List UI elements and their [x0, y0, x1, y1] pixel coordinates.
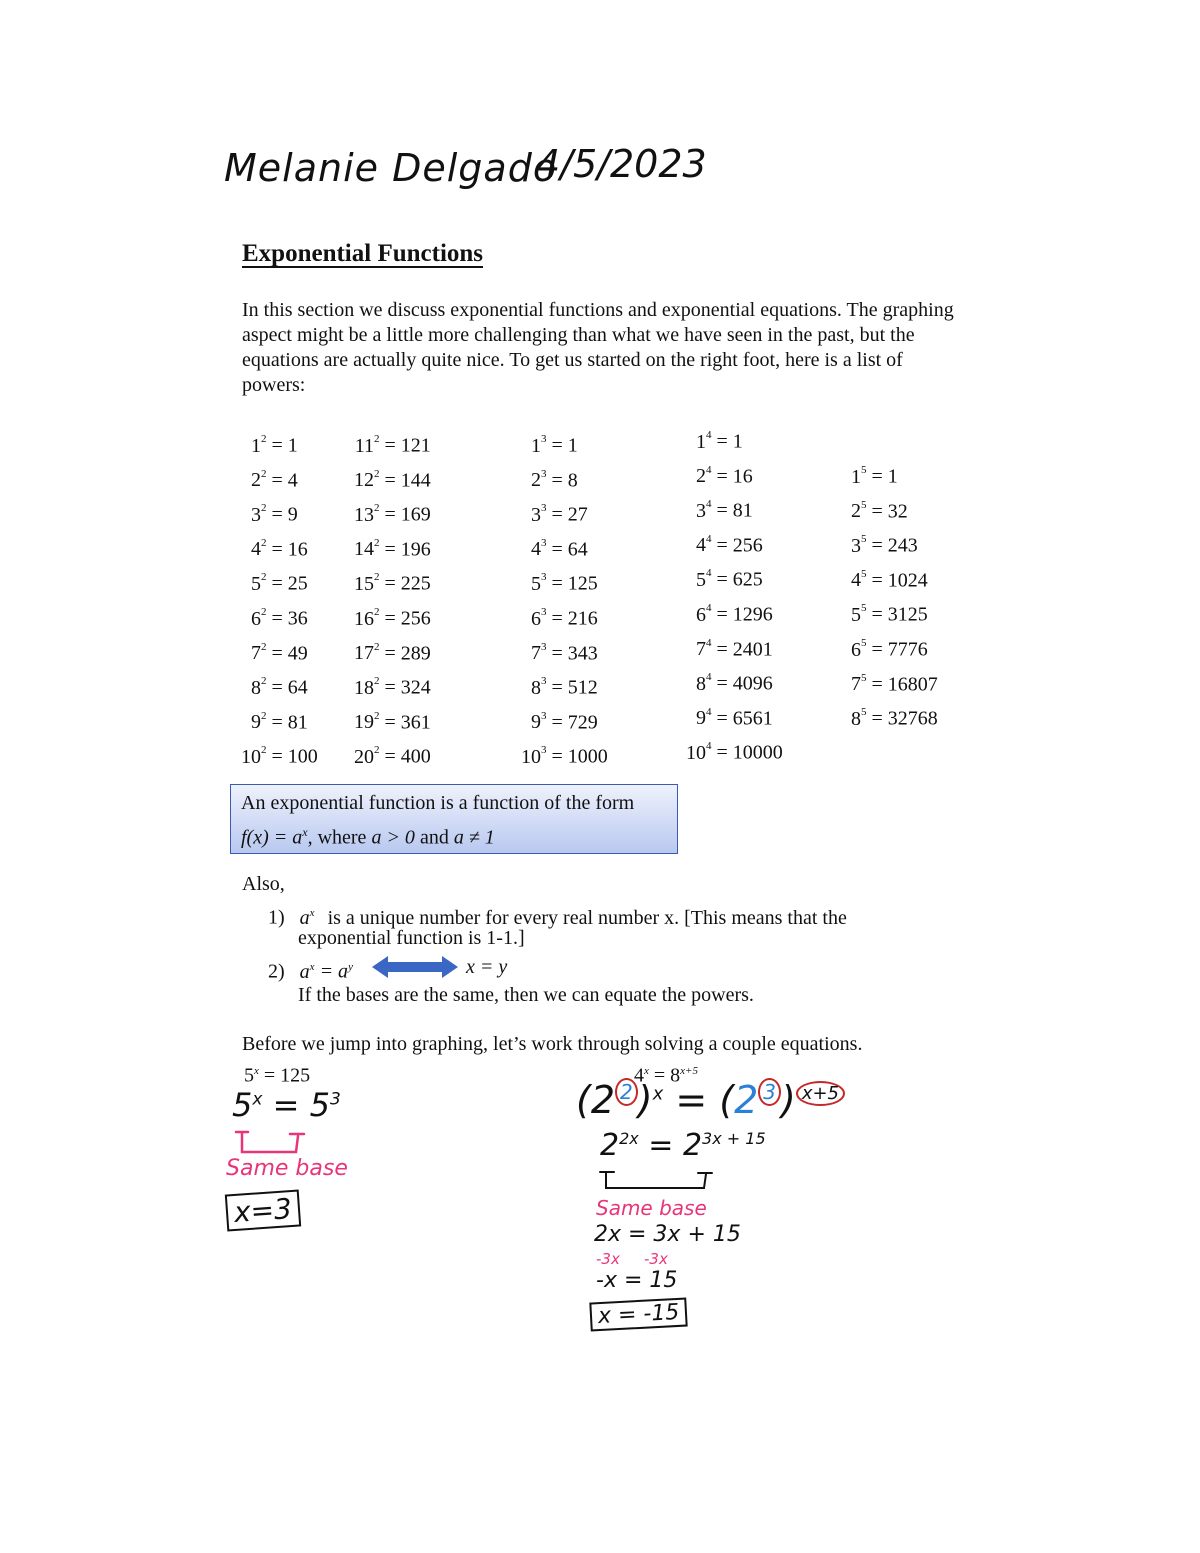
power-value: = 289: [379, 642, 431, 665]
ex2-problem-exponent-2: x+5: [680, 1065, 698, 1077]
power-exponent: 5: [861, 706, 867, 719]
power-base: 19: [354, 711, 374, 734]
power-exponent: 2: [261, 433, 267, 445]
power-exponent: 2: [261, 536, 267, 549]
power-base: 7: [531, 642, 541, 665]
power-base: 11: [354, 434, 374, 457]
power-entry: [685, 662, 783, 697]
power-base: 9: [531, 711, 541, 734]
power-exponent: 2: [374, 467, 380, 480]
ex2-problem-base: 4: [634, 1064, 644, 1087]
ex1-step-1: [232, 1086, 341, 1124]
power-base: 10: [521, 746, 541, 768]
power-value: = 324: [379, 676, 431, 699]
ex2-step2-right: = 2: [638, 1128, 703, 1163]
power-entry: [353, 701, 431, 736]
power-value: = 16: [266, 538, 308, 561]
power-base: 10: [241, 746, 261, 768]
power-entry: [240, 701, 318, 736]
power-base: 8: [531, 676, 541, 699]
ex1-bracket-mark: [232, 1128, 312, 1158]
intro-paragraph: In this section we discuss exponential functions and exponential equations. The graphing aspect might be a little more challenging than what we have seen in the past, but the equations are actually quite nice. To get us started on the right foot, here is a list of powers:: [242, 299, 954, 396]
power-value: = 81: [266, 711, 308, 734]
power-entry: [850, 559, 938, 594]
power-value: = 2401: [711, 638, 773, 661]
power-entry: [685, 524, 783, 559]
power-base: 1: [251, 434, 261, 457]
power-exponent: 5: [861, 602, 867, 615]
power-base: 2: [851, 500, 861, 523]
definition-box: [230, 784, 678, 854]
power-entry: [685, 420, 783, 455]
power-base: 2: [696, 465, 706, 488]
power-entry: [240, 562, 318, 597]
power-entry: [240, 459, 318, 494]
power-entry: [520, 632, 608, 667]
power-exponent: 2: [374, 571, 380, 584]
power-exponent: 3: [541, 709, 547, 722]
power-base: 5: [531, 573, 541, 596]
ex2-step-5: -x = 15: [596, 1268, 678, 1293]
power-entry: [240, 597, 318, 632]
power-base: 8: [851, 707, 861, 730]
fourth-powers-column: [685, 420, 783, 766]
power-entry: [850, 628, 938, 663]
definition-formula-exponent: x: [302, 825, 308, 839]
power-value: = 1: [711, 430, 743, 453]
power-exponent: 3: [541, 536, 547, 549]
power-exponent: 2: [261, 605, 267, 618]
power-exponent: 4: [706, 601, 712, 614]
power-entry: [240, 424, 318, 459]
power-entry: [850, 490, 938, 525]
power-exponent: 3: [541, 675, 547, 688]
ex2-step-4a: -3x: [596, 1250, 620, 1268]
definition-line-1: An exponential function is a function of the form: [241, 792, 635, 814]
power-exponent: 4: [706, 429, 712, 441]
item-2-result: x = y: [466, 956, 508, 978]
power-entry: [520, 493, 608, 528]
power-base: 7: [696, 638, 706, 661]
power-value: = 1296: [711, 603, 773, 626]
definition-where: , where: [307, 826, 367, 849]
power-exponent: 3: [541, 502, 547, 515]
header-date: 4/5/2023: [536, 142, 707, 186]
power-value: = 1: [866, 465, 898, 488]
power-base: 2: [251, 469, 261, 492]
ex2-step-1: [576, 1078, 845, 1122]
power-value: = 4096: [711, 672, 773, 695]
item-1-number: 1): [268, 906, 285, 929]
item-2-number: 2): [268, 960, 285, 983]
ex2-step-3: 2x = 3x + 15: [594, 1222, 741, 1247]
ex1-note: Same base: [226, 1156, 348, 1181]
power-exponent: 3: [541, 467, 547, 480]
power-value: = 361: [379, 711, 431, 734]
ex1-step-left-exp: x: [252, 1089, 263, 1110]
student-name: Melanie Delgado: [224, 146, 558, 190]
power-base: 3: [696, 499, 706, 522]
ex2-note: Same base: [596, 1196, 707, 1220]
power-entry: [850, 697, 938, 732]
power-exponent: 5: [861, 567, 867, 580]
power-base: 9: [251, 711, 261, 734]
power-value: = 3125: [866, 604, 928, 627]
power-value: = 512: [546, 676, 598, 699]
example-1-problem: [244, 1059, 310, 1089]
power-value: = 25: [266, 573, 308, 596]
ex1-problem-rest: = 125: [258, 1064, 311, 1087]
power-value: = 27: [546, 503, 588, 526]
ex2-step1-exp2: x+5: [796, 1081, 845, 1106]
ex2-step2-left: 2: [600, 1128, 620, 1163]
power-value: = 343: [546, 642, 598, 665]
ex2-step1-close2: ): [780, 1078, 796, 1122]
power-entry: [685, 455, 783, 490]
power-base: 4: [696, 534, 706, 557]
power-base: 1: [851, 465, 861, 488]
ex2-step-2: [600, 1128, 766, 1163]
power-exponent: 5: [861, 498, 867, 511]
power-base: 7: [851, 673, 861, 696]
power-value: = 4: [266, 469, 298, 492]
power-exponent: 4: [706, 705, 712, 718]
ex2-step1-inner: 2: [615, 1078, 638, 1106]
power-entry: [353, 424, 431, 459]
power-base: 15: [354, 573, 374, 596]
power-entry: [353, 632, 431, 667]
power-entry: [685, 697, 783, 732]
power-entry: [685, 731, 783, 766]
ex2-bracket-mark: [596, 1168, 716, 1194]
power-exponent: 5: [861, 636, 867, 649]
item-1-base: a: [299, 906, 310, 929]
bridge-sentence: Before we jump into graphing, let’s work through solving a couple equations.: [242, 1033, 863, 1055]
squares-column-2: [353, 424, 431, 770]
power-entry: [850, 663, 938, 698]
power-base: 6: [851, 638, 861, 661]
ex2-step1-open: (2: [576, 1078, 616, 1122]
ex2-step1-close: ): [637, 1078, 653, 1122]
power-entry: [240, 493, 318, 528]
power-entry: [685, 558, 783, 593]
power-exponent: 4: [706, 532, 712, 545]
power-value: = 6561: [711, 707, 773, 730]
power-exponent: 3: [541, 571, 547, 584]
power-entry: [240, 632, 318, 667]
power-value: = 1: [266, 434, 298, 457]
power-exponent: 3: [541, 640, 547, 653]
ex2-problem-mid: = 8: [648, 1064, 681, 1087]
power-value: = 1: [546, 434, 578, 457]
power-value: = 216: [546, 607, 598, 630]
definition-line-2: [241, 818, 667, 853]
power-exponent: 4: [706, 498, 712, 511]
power-value: = 196: [379, 538, 431, 561]
power-base: 5: [851, 604, 861, 627]
power-exponent: 3: [541, 605, 547, 618]
power-base: 3: [251, 503, 261, 526]
power-value: = 1024: [866, 569, 928, 592]
power-exponent: 3: [541, 433, 547, 445]
fifth-powers-column: [850, 455, 938, 732]
item-1-exponent: x: [309, 907, 315, 919]
power-exponent: 4: [706, 463, 712, 476]
power-entry: [850, 593, 938, 628]
power-base: 16: [354, 607, 374, 630]
power-value: = 256: [711, 534, 763, 557]
ex2-problem-exponent: x: [644, 1065, 649, 1077]
also-label: Also,: [242, 873, 285, 895]
ex2-step1-exp: x: [652, 1083, 664, 1105]
power-exponent: 2: [261, 467, 267, 480]
definition-condition-2: a ≠ 1: [453, 826, 495, 849]
ex1-problem-exponent: x: [254, 1065, 259, 1077]
item-2-right-base: = a: [314, 960, 349, 983]
power-entry: [520, 562, 608, 597]
power-value: = 121: [379, 434, 431, 457]
power-entry: [520, 424, 608, 459]
power-entry: [520, 528, 608, 563]
power-exponent: 5: [861, 671, 867, 684]
power-entry: [520, 597, 608, 632]
power-base: 2: [531, 469, 541, 492]
definition-formula: f(x) = a: [241, 826, 303, 849]
power-exponent: 2: [374, 536, 380, 549]
power-base: 4: [851, 569, 861, 592]
power-base: 12: [354, 469, 374, 492]
power-base: 1: [531, 434, 541, 457]
power-base: 20: [354, 746, 374, 768]
power-value: = 32768: [866, 707, 938, 730]
power-value: = 8: [546, 469, 578, 492]
ex2-step-4b: -3x: [644, 1250, 668, 1268]
power-base: 4: [531, 538, 541, 561]
ex1-step-right: = 5: [262, 1086, 330, 1124]
power-value: = 1000: [546, 746, 608, 768]
item-2-left-base: a: [299, 960, 310, 983]
power-exponent: 2: [374, 744, 380, 757]
power-base: 3: [531, 503, 541, 526]
power-entry: [353, 459, 431, 494]
power-base: 9: [696, 707, 706, 730]
power-base: 14: [354, 538, 374, 561]
power-exponent: 5: [861, 464, 867, 476]
power-value: = 225: [379, 573, 431, 596]
ex1-problem-base: 5: [244, 1064, 254, 1087]
power-value: = 64: [546, 538, 588, 561]
ex1-answer: x=3: [225, 1189, 301, 1231]
ex2-answer: x = -15: [589, 1297, 688, 1331]
also-item-2: [268, 955, 353, 985]
power-base: 8: [696, 672, 706, 695]
power-exponent: 2: [374, 605, 380, 618]
power-exponent: 2: [374, 433, 380, 445]
ex2-step1-eq: = (: [663, 1078, 735, 1122]
power-exponent: 4: [706, 740, 712, 753]
power-base: 1: [696, 430, 706, 453]
definition-and: and: [419, 826, 449, 849]
power-value: = 64: [266, 676, 308, 699]
power-entry: [520, 735, 608, 770]
power-value: = 400: [379, 746, 431, 768]
power-value: = 7776: [866, 638, 928, 661]
power-base: 8: [251, 676, 261, 699]
power-value: = 10000: [711, 742, 783, 764]
ex2-step1-base2: 2: [734, 1078, 759, 1122]
power-base: 10: [686, 742, 706, 764]
power-value: = 169: [379, 503, 431, 526]
power-base: 7: [251, 642, 261, 665]
item-2-note: If the bases are the same, then we can equate the powers.: [298, 984, 754, 1006]
power-base: 18: [354, 676, 374, 699]
power-exponent: 2: [261, 640, 267, 653]
power-base: 5: [696, 569, 706, 592]
power-entry: [353, 597, 431, 632]
power-entry: [240, 735, 318, 770]
power-exponent: 2: [261, 744, 267, 757]
power-entry: [240, 528, 318, 563]
power-value: = 16807: [866, 673, 938, 696]
power-base: 6: [696, 603, 706, 626]
power-value: = 100: [266, 746, 318, 768]
power-value: = 144: [379, 469, 431, 492]
definition-condition-1: a > 0: [371, 826, 415, 849]
power-entry: [353, 528, 431, 563]
power-value: = 81: [711, 499, 753, 522]
item-2-right-exponent: y: [348, 961, 353, 973]
power-exponent: 2: [374, 502, 380, 515]
ex1-step-left: 5: [232, 1086, 253, 1124]
power-value: = 729: [546, 711, 598, 734]
also-item-1-continued: exponential function is 1-1.]: [298, 927, 525, 949]
power-value: = 125: [546, 573, 598, 596]
power-exponent: 2: [261, 571, 267, 584]
power-entry: [520, 666, 608, 701]
power-entry: [850, 524, 938, 559]
double-arrow-icon: [372, 955, 458, 979]
power-base: 6: [251, 607, 261, 630]
power-base: 17: [354, 642, 374, 665]
power-entry: [685, 628, 783, 663]
power-entry: [520, 701, 608, 736]
ex2-step2-left-exp: 2x: [619, 1129, 639, 1148]
power-exponent: 4: [706, 671, 712, 684]
item-1-text: is a unique number for every real number x. [This means that the: [327, 906, 847, 929]
power-entry: [850, 455, 938, 490]
power-entry: [353, 562, 431, 597]
power-value: = 32: [866, 500, 908, 523]
item-2-left-exponent: x: [309, 961, 315, 973]
ex1-step-right-exp: 3: [329, 1089, 341, 1110]
power-value: = 36: [266, 607, 308, 630]
cubes-column: [520, 424, 608, 770]
power-base: 5: [251, 573, 261, 596]
power-value: = 49: [266, 642, 308, 665]
power-base: 3: [851, 534, 861, 557]
power-value: = 625: [711, 569, 763, 592]
power-value: = 16: [711, 465, 753, 488]
power-exponent: 2: [374, 709, 380, 722]
power-exponent: 2: [261, 675, 267, 688]
power-entry: [520, 459, 608, 494]
power-exponent: 3: [541, 744, 547, 757]
power-entry: [353, 493, 431, 528]
power-exponent: 2: [261, 709, 267, 722]
power-base: 13: [354, 503, 374, 526]
power-value: = 243: [866, 534, 918, 557]
power-exponent: 2: [261, 502, 267, 515]
section-title: Exponential Functions: [242, 240, 484, 267]
power-exponent: 2: [374, 675, 380, 688]
power-entry: [240, 666, 318, 701]
power-exponent: 2: [374, 640, 380, 653]
power-value: = 9: [266, 503, 298, 526]
power-entry: [353, 735, 431, 770]
power-exponent: 5: [861, 533, 867, 546]
power-entry: [685, 593, 783, 628]
ex2-step2-right-exp: 3x + 15: [702, 1129, 766, 1148]
power-exponent: 4: [706, 636, 712, 649]
power-entry: [353, 666, 431, 701]
power-exponent: 4: [706, 567, 712, 580]
power-base: 6: [531, 607, 541, 630]
power-value: = 256: [379, 607, 431, 630]
power-entry: [685, 489, 783, 524]
power-base: 4: [251, 538, 261, 561]
squares-column-1: [240, 424, 318, 770]
ex2-step1-inner2: 3: [758, 1078, 781, 1106]
